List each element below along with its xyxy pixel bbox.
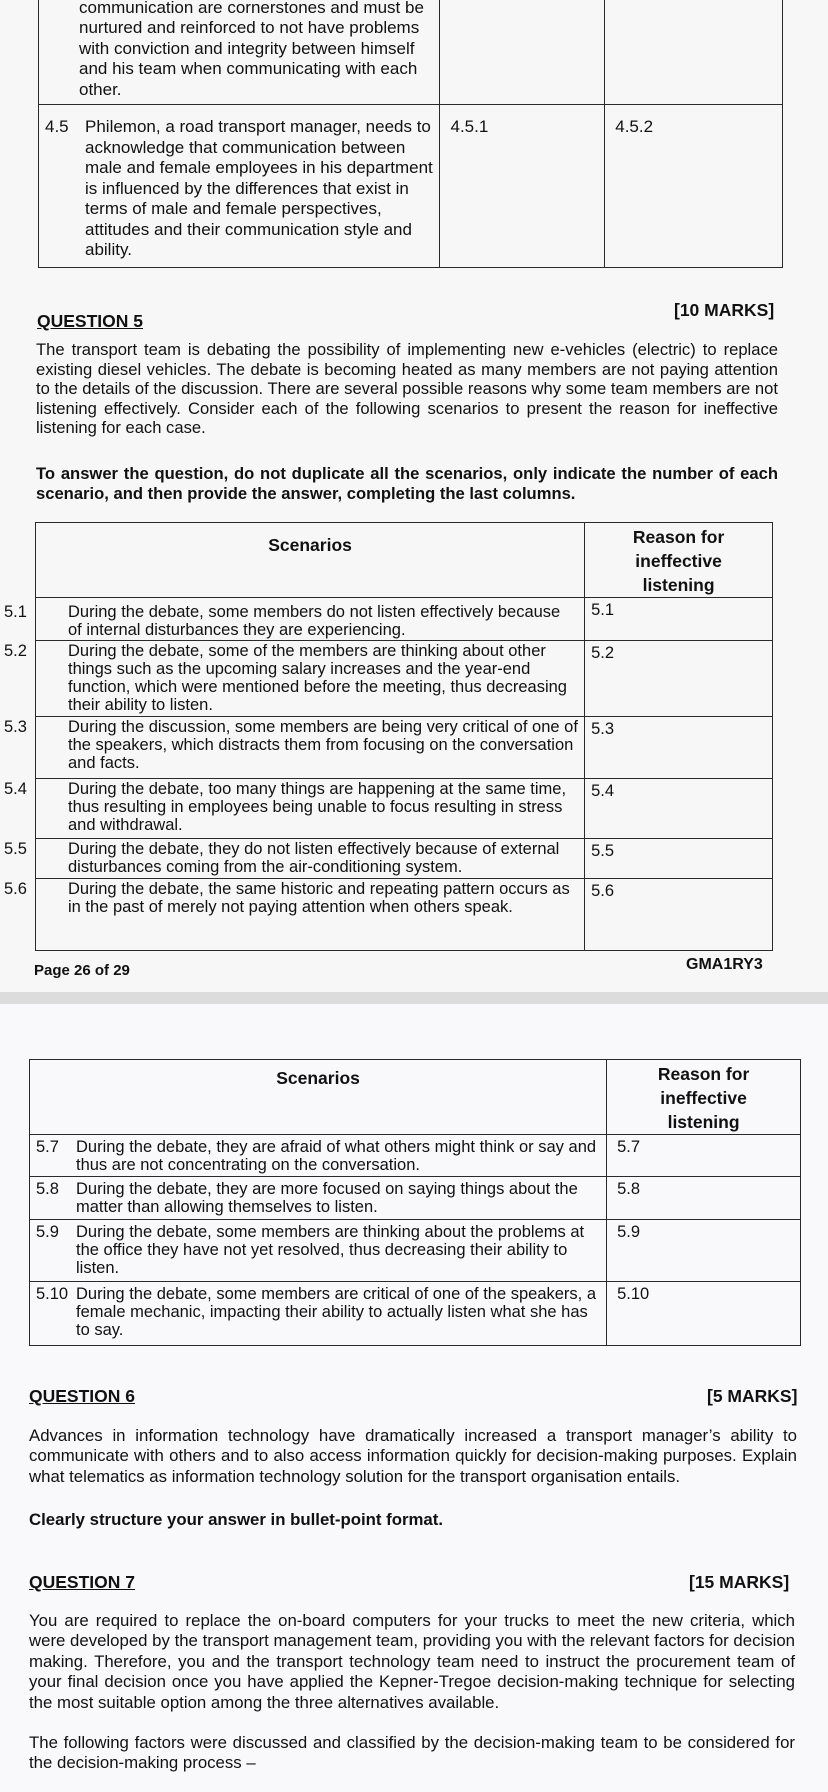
- scenario-cell: [30, 1220, 607, 1282]
- row-text: During the debate, some of the members are thinking about other things such as the upcoming salary increases and the year-end function, which were mentioned before the meeting, thus decreasing their ability to listen.: [68, 642, 567, 714]
- answer-cell[interactable]: 5.10: [607, 1282, 801, 1346]
- question-4-table: [38, 0, 783, 268]
- table-row: [36, 839, 773, 879]
- row-number: 5.7: [36, 1138, 59, 1156]
- row-text: During the debate, they are more focused on saying things about the matter than allowing themselves to listen.: [76, 1180, 578, 1216]
- scenario-cell: [4, 641, 585, 717]
- question-5-heading: QUESTION 5: [37, 311, 143, 331]
- table-row: [39, 105, 783, 268]
- scenario-cell: [4, 598, 585, 641]
- scenario-cell: [4, 717, 585, 779]
- table-row: [36, 717, 773, 779]
- answer-cell[interactable]: 5.2: [585, 641, 773, 717]
- scenario-cell: [39, 105, 440, 268]
- row-text: During the debate, the same historic and repeating pattern occurs as in the past of merely not paying attention when others speak.: [68, 880, 570, 916]
- page-number: Page 26 of 29: [34, 962, 130, 979]
- table-row: [30, 1135, 801, 1177]
- column-header-scenarios: Scenarios: [30, 1060, 607, 1135]
- answer-cell[interactable]: 5.9: [607, 1220, 801, 1282]
- answer-cell[interactable]: 4.5.1: [440, 105, 605, 268]
- row-number: 5.6: [4, 880, 27, 898]
- table-header-row: [36, 523, 773, 598]
- answer-cell[interactable]: 5.3: [585, 717, 773, 779]
- row-text: communication are cornerstones and must be nurtured and reinforced to not have problems with conviction and integrity between himself and his team when communicating with each other.: [79, 0, 424, 99]
- table-row: [36, 641, 773, 717]
- scenario-cell: [4, 879, 585, 951]
- question-7-text-continued: The following factors were discussed and classified by the decision-making team to be considered for the decision-making process –: [29, 1733, 795, 1773]
- row-text: During the debate, they are afraid of what others might think or say and thus are not concentrating on the conversation.: [76, 1138, 597, 1174]
- question-7-text: You are required to replace the on-board computers for your trucks to meet the new criteria, which were developed by the transport management team, providing you with the relevant factors for decision making. Therefore, you and the transport technology team need to instruct the procurement team of your final decision once you have applied the Kepner-Tregoe decision-making technique for selecting the most suitable option among the three alternatives available.: [29, 1611, 795, 1712]
- row-text: During the debate, too many things are happening at the same time, thus resulting in employees being unable to focus resulting in stress and withdrawal.: [68, 780, 567, 834]
- column-header-reason: Reason for ineffective listening: [607, 1060, 801, 1135]
- answer-cell[interactable]: [605, 0, 783, 105]
- scenario-cell: [30, 1135, 607, 1177]
- answer-cell[interactable]: 5.1: [585, 598, 773, 641]
- row-number: 5.4: [4, 780, 27, 798]
- module-code: GMA1RY3: [686, 956, 763, 973]
- row-text: During the debate, they do not listen effectively because of external disturbances coming from the air-conditioning system.: [68, 840, 560, 876]
- row-number: 5.3: [4, 718, 27, 736]
- answer-cell[interactable]: 5.8: [607, 1177, 801, 1220]
- answer-cell[interactable]: 5.5: [585, 839, 773, 879]
- table-row: [30, 1220, 801, 1282]
- question-7-heading: QUESTION 7: [29, 1572, 135, 1592]
- question-6-marks: [5 MARKS]: [707, 1386, 798, 1406]
- row-number: 4.5: [45, 117, 69, 136]
- row-number: 5.10: [36, 1285, 69, 1303]
- column-header-reason: Reason for ineffective listening: [585, 523, 773, 598]
- answer-cell[interactable]: 5.4: [585, 779, 773, 839]
- row-text: During the discussion, some members are being very critical of one of the speakers, which distracts them from focusing on the conversation and facts.: [68, 718, 578, 772]
- exam-page-27: [0, 1004, 828, 1792]
- scenarios-table-continued: [29, 1059, 801, 1346]
- row-number: 5.1: [4, 603, 27, 621]
- question-5-instruction: To answer the question, do not duplicate all the scenarios, only indicate the number of each scenario, and then provide the answer, completing the last columns.: [36, 464, 778, 503]
- table-row: [30, 1282, 801, 1346]
- table-row: [30, 1177, 801, 1220]
- question-7-marks: [15 MARKS]: [689, 1572, 790, 1592]
- row-number: 5.5: [4, 840, 27, 858]
- row-text: During the debate, some members are critical of one of the speakers, a female mechanic, impacting their ability to actually listen what she has to say.: [76, 1285, 597, 1339]
- row-number: 5.2: [4, 642, 27, 660]
- table-row: [36, 879, 773, 951]
- scenario-cell: [4, 839, 585, 879]
- column-header-scenarios: Scenarios: [36, 523, 585, 598]
- question-6-text: Advances in information technology have dramatically increased a transport manager’s ability to communicate with others and to also access information quickly for decision-making purposes. Explain what telematics as information technology solution for the transport organisation entails.: [29, 1426, 797, 1486]
- scenario-cell: [4, 779, 585, 839]
- scenario-cell: [30, 1282, 607, 1346]
- scenario-cell: [30, 1177, 607, 1220]
- question-6-heading: QUESTION 6: [29, 1386, 135, 1406]
- row-text: Philemon, a road transport manager, needs to acknowledge that communication between male and female employees in his department is influenced by the differences that exist in terms of male and female perspectives, attitudes and their communication style and ability.: [85, 117, 433, 259]
- table-row: [39, 0, 783, 105]
- row-text: During the debate, some members are thinking about the problems at the office they have not yet resolved, thus decreasing their ability to listen.: [76, 1223, 585, 1277]
- answer-cell[interactable]: [440, 0, 605, 105]
- scenario-cell: [39, 0, 440, 105]
- row-text: During the debate, some members do not listen effectively because of internal disturbances they are experiencing.: [68, 603, 561, 639]
- answer-cell[interactable]: 5.6: [585, 879, 773, 951]
- question-5-marks: [10 MARKS]: [674, 300, 775, 320]
- question-6-instruction: Clearly structure your answer in bullet-point format.: [29, 1510, 444, 1529]
- table-header-row: [30, 1060, 801, 1135]
- table-row: [36, 598, 773, 641]
- answer-cell[interactable]: 5.7: [607, 1135, 801, 1177]
- row-number: 5.9: [36, 1223, 59, 1241]
- question-5-intro: The transport team is debating the possibility of implementing new e-vehicles (electric) to replace existing diesel vehicles. The debate is becoming heated as many members are not paying attention to the details of the discussion. There are several possible reasons why some team members are not listening effectively. Consider each of the following scenarios to present the reason for ineffective listening for each case.: [36, 340, 778, 438]
- answer-cell[interactable]: 4.5.2: [605, 105, 783, 268]
- row-number: 5.8: [36, 1180, 59, 1198]
- scenarios-table: [4, 522, 773, 951]
- table-row: [36, 779, 773, 839]
